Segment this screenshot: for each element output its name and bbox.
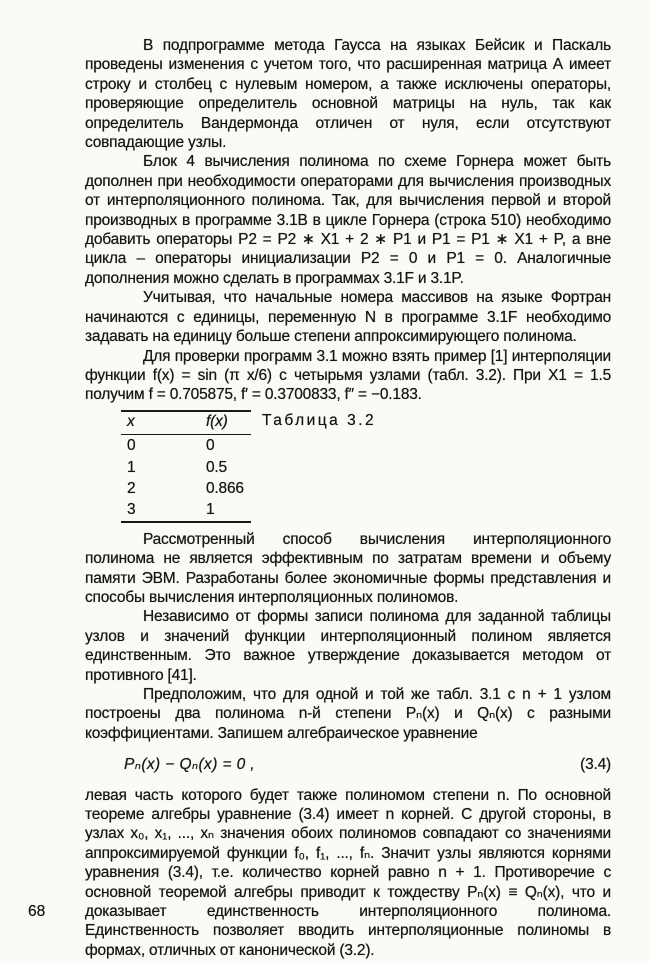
table-header-row [121, 411, 251, 435]
table-cell-x0: 0 [127, 437, 136, 455]
paragraph-efficiency: Рассмотренный способ вычисления интерполяционного полинома не является эффективным по затратам времени и объему памяти ЭВМ. Разработаны более экономичные формы представления и способы вычисления интерполяционных полиномов. [85, 530, 611, 606]
equation-3-4 [85, 755, 611, 774]
table-cell-x3: 3 [127, 501, 136, 519]
table-row [121, 457, 251, 478]
table-caption: Таблица 3.2 [262, 411, 377, 429]
interpolation-table-block [121, 410, 377, 523]
table-cell-x1: 1 [127, 458, 136, 476]
paragraph-gauss-subroutine: В подпрограмме метода Гаусса на языках Бейсик и Паскаль проведены изменения с учетом того, что расширенная матрица А имеет строку и столбец с нулевым номером, а также исключены операторы, проверяющие определитель основной матрицы на нуль, так как определитель Вандермонда отличен от нуля, если отсутствуют совпадающие узлы. [85, 37, 611, 152]
table-cell-fx2: 0.866 [206, 479, 244, 497]
equation-expression: Pₙ(x) − Qₙ(x) = 0 , [124, 756, 256, 774]
table-cell-x2: 2 [127, 479, 136, 497]
paragraph-proof: левая часть которого будет также полиномом степени n. По основной теореме алгебры уравнение (3.4) имеет n корней. С другой стороны, в узлах x₀, x₁, ..., xₙ значения обоих полиномов совпадают со значениями аппроксимируемой функции f₀, f₁, ..., fₙ. Значит узлы являются корнями уравнения (3.4), т.е. количество корней равно n + 1. Противоречие с основной теоремой алгебры приводит к тождеству Pₙ(x) ≡ Qₙ(x), что и доказывает единственность интерполяционного полинома. Единственность позволяет вводить интерполяционные полиномы в формах, отличных от канонической (3.2). [85, 786, 611, 959]
interpolation-table [121, 410, 251, 523]
text-column [85, 36, 611, 960]
paragraph-uniqueness-statement: Независимо от формы записи полинома для заданной таблицы узлов и значений функции интерполяционный полином является единственным. Это важное утверждение доказывается методом от противного [41]. [85, 608, 611, 684]
table-col-fx: f(x) [206, 411, 251, 435]
equation-number: (3.4) [580, 756, 611, 774]
table-cell-fx3: 1 [206, 501, 215, 519]
paragraph-fortran-arrays: Учитывая, что начальные номера массивов на языке Фортран начинаются с единицы, переменную N в программе 3.1F необходимо задавать на единицу больше степени аппроксимирующего полинома. [85, 289, 611, 346]
table-col-x: x [121, 411, 206, 435]
paragraph-assumption: Предположим, что для одной и той же табл. 3.1 с n + 1 узлом построены два полинома n-й степени Pₙ(x) и Qₙ(x) с разными коэффициентами. Запишем алгебраическое уравнение [85, 686, 611, 742]
table-row [121, 478, 251, 499]
page-number: 68 [28, 903, 46, 920]
paragraph-test-example: Для проверки программ 3.1 можно взять пример [1] интерполяции функции f(x) = sin (π x/6) с четырьмя узлами (табл. 3.2). При X1 = 1.5 получим f = 0.705875, f′ = 0.3700833, f″ = −0.183. [85, 347, 611, 404]
table-row [121, 435, 251, 457]
table-row [121, 499, 251, 521]
table-cell-fx0: 0 [206, 437, 215, 455]
paragraph-horner-block: Блок 4 вычисления полинома по схеме Горнера может быть дополнен при необходимости операторами для вычисления производных от интерполяционного полинома. Так, для вычисления первой и второй производных в программе 3.1В в цикле Горнера (строка 510) необходимо добавить операторы P2 = P2 ∗ X1 + 2 ∗ P1 и P1 = P1 ∗ X1 + P, а вне цикла – операторы инициализации P2 = 0 и P1 = 0. Аналогичные дополнения можно сделать в программах 3.1F и 3.1P. [85, 153, 611, 287]
table-cell-fx1: 0.5 [206, 458, 227, 476]
